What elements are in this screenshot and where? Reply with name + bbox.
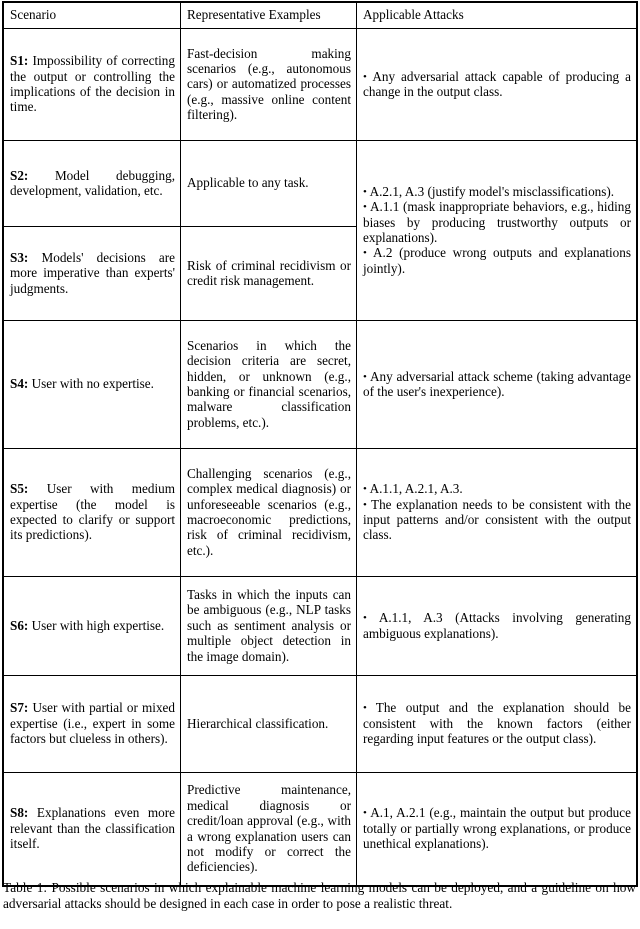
scenarios-table [3, 2, 637, 886]
attacks-cell-s8 [357, 773, 637, 886]
scenario-id-s4: S4: [10, 376, 29, 392]
attack-item: • A.1, A.2.1 (e.g., maintain the output but produce totally or partially wrong explanations, or produce unethical explanations). [363, 805, 631, 851]
scenario-text-s5: User with medium expertise (the model is expected to clarify or support its predictions). [10, 481, 175, 543]
scenario-cell-s2 [4, 141, 181, 227]
scenario-text-s6: User with high expertise. [28, 617, 165, 633]
attack-item: • The explanation needs to be consistent with the input patterns and/or consistent with the output class. [363, 497, 631, 543]
examples-cell-s1: Fast-decision making scenarios (e.g., autonomous cars) or automatized processes (e.g., massive online content filtering). [181, 29, 357, 141]
examples-cell-s7: Hierarchical classification. [181, 676, 357, 773]
column-header-applicable-attacks: Applicable Attacks [357, 3, 637, 29]
scenario-cell-s6 [4, 577, 181, 676]
examples-cell-s8: Predictive maintenance, medical diagnosis or credit/loan approval (e.g., with a wrong explanation users can not modify or correct the deficiencies). [181, 773, 357, 886]
attacks-cell-s1 [357, 29, 637, 141]
attacks-cell-s6 [357, 577, 637, 676]
table-row [4, 29, 637, 141]
table-row [4, 321, 637, 449]
scenario-cell-s4 [4, 321, 181, 449]
table-caption: Table 1: Possible scenarios in which explainable machine learning models can be deployed, and a guideline on how adversarial attacks should be designed in each case in order to pose a realistic threat. [3, 880, 636, 911]
table-row [4, 676, 637, 773]
scenario-text-s1: Impossibility of correcting the output or controlling the implications of the decision in time. [10, 53, 175, 115]
examples-cell-s5: Challenging scenarios (e.g., complex medical diagnosis) or unforeseeable scenarios (e.g., macroeconomic predictions, risk of criminal recidivism, etc.). [181, 449, 357, 577]
examples-cell-s4: Scenarios in which the decision criteria are secret, hidden, or unknown (e.g., banking or financial scenarios, malware classification problems, etc.). [181, 321, 357, 449]
attack-item: • A.1.1, A.2.1, A.3. [363, 481, 631, 496]
attack-item: • A.2.1, A.3 (justify model's misclassifications). [363, 184, 631, 199]
examples-cell-s6: Tasks in which the inputs can be ambiguous (e.g., NLP tasks such as sentiment analysis or multiple object detection in the image domain). [181, 577, 357, 676]
attack-item: • A.1.1, A.3 (Attacks involving generating ambiguous explanations). [363, 610, 631, 641]
table-header-row [4, 3, 637, 29]
attacks-cell-s2-s3 [357, 141, 637, 321]
scenario-id-s5: S5: [10, 481, 29, 497]
attack-item: • A.1.1 (mask inappropriate behaviors, e.g., hiding biases by producing trustworthy outputs or explanations). [363, 199, 631, 245]
table-header [4, 3, 637, 29]
examples-cell-s3: Risk of criminal recidivism or credit risk management. [181, 227, 357, 321]
table-row [4, 141, 637, 227]
scenario-id-s6: S6: [10, 617, 29, 633]
scenario-text-s8: Explanations even more relevant than the classification itself. [10, 805, 175, 852]
column-header-representative-examples: Representative Examples [181, 3, 357, 29]
attacks-cell-s5 [357, 449, 637, 577]
attack-item: • A.2 (produce wrong outputs and explanations jointly). [363, 245, 631, 276]
table-row [4, 577, 637, 676]
attacks-cell-s7 [357, 676, 637, 773]
column-header-scenario: Scenario [4, 3, 181, 29]
scenario-cell-s7 [4, 676, 181, 773]
attack-item: • The output and the explanation should be consistent with the known factors (either regarding input features or the output class). [363, 700, 631, 746]
table-row [4, 773, 637, 886]
scenario-text-s4: User with no expertise. [28, 376, 154, 392]
examples-cell-s2: Applicable to any task. [181, 141, 357, 227]
table-row [4, 449, 637, 577]
scenario-text-s7: User with partial or mixed expertise (i.e., expert in some factors but clueless in others). [10, 700, 175, 747]
attack-item: • Any adversarial attack capable of producing a change in the output class. [363, 69, 631, 100]
scenario-text-s3: Models' decisions are more imperative than experts' judgments. [10, 249, 175, 296]
scenario-id-s7: S7: [10, 700, 29, 716]
scenario-cell-s3 [4, 227, 181, 321]
scenario-id-s3: S3: [10, 249, 29, 265]
scenario-id-s8: S8: [10, 805, 29, 821]
attacks-cell-s4 [357, 321, 637, 449]
table-body [4, 29, 637, 886]
attack-item: • Any adversarial attack scheme (taking advantage of the user's inexperience). [363, 369, 631, 400]
scenario-id-s1: S1: [10, 53, 29, 69]
scenario-cell-s1 [4, 29, 181, 141]
scenario-id-s2: S2: [10, 167, 29, 183]
scenario-text-s2: Model debugging, development, validation, etc. [10, 167, 175, 198]
scenario-cell-s5 [4, 449, 181, 577]
scenario-cell-s8 [4, 773, 181, 886]
